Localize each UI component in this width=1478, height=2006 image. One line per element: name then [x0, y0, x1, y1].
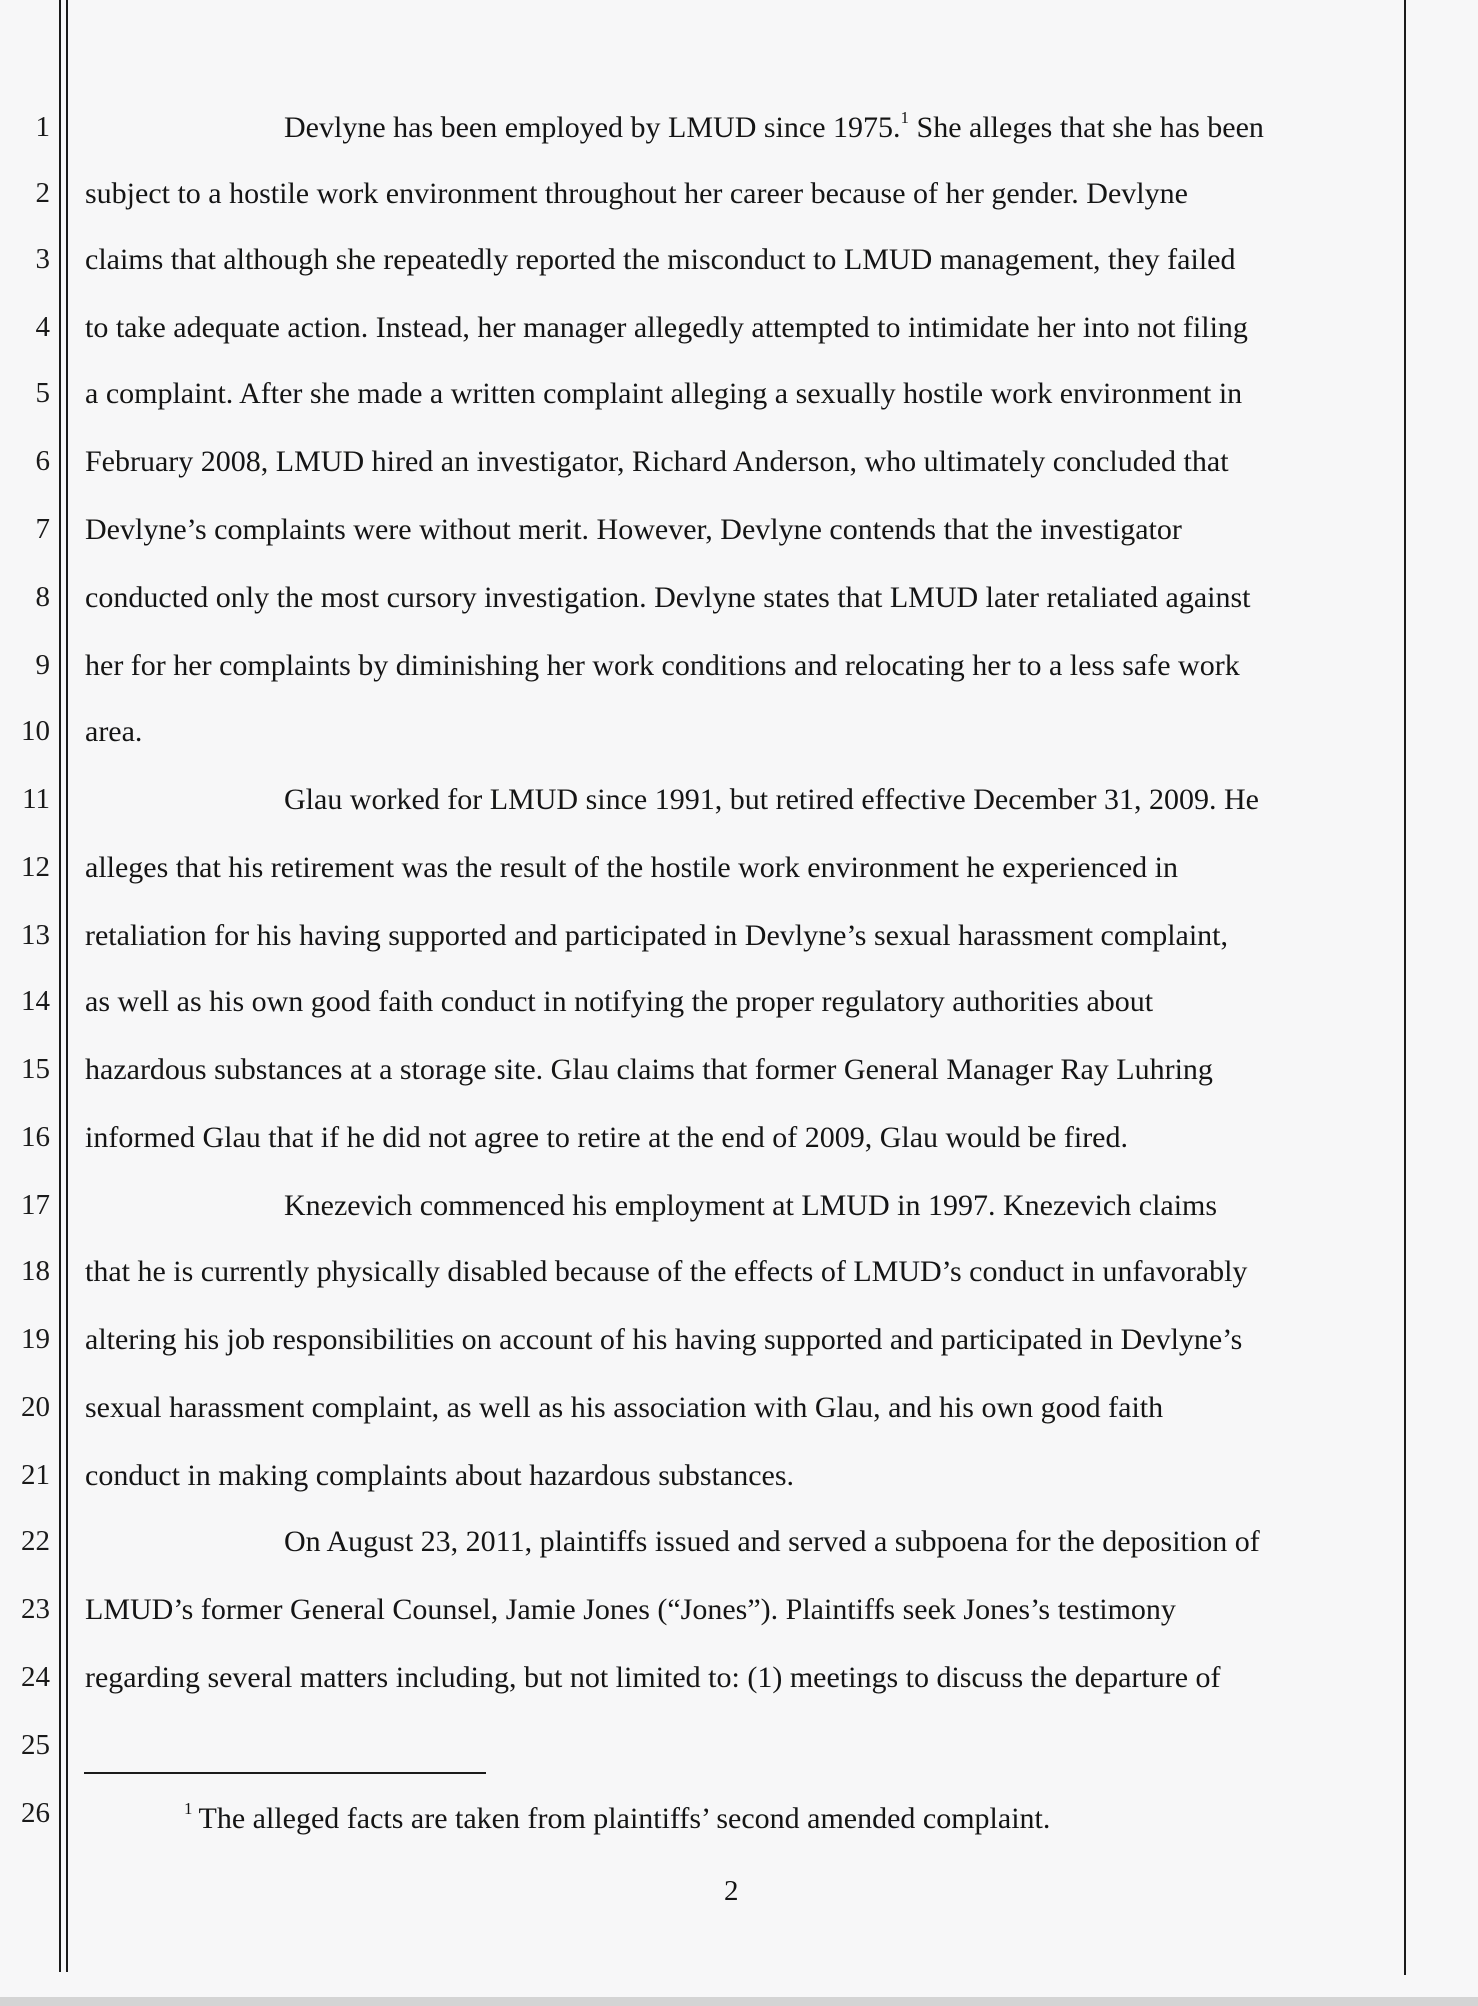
- text-line: sexual harassment complaint, as well as his association with Glau, and his own good faith: [85, 1391, 1164, 1424]
- footnote-separator: [84, 1772, 486, 1774]
- left-margin-rule-outer: [59, 0, 61, 1972]
- line-number: 25: [21, 1729, 50, 1761]
- footnote: [184, 1799, 1051, 1835]
- line-number: 8: [35, 581, 50, 613]
- line-number: 6: [35, 445, 50, 477]
- line-number: 1: [35, 111, 50, 143]
- line-number: 24: [21, 1661, 50, 1693]
- line-number: 17: [21, 1189, 50, 1221]
- line-number: 10: [21, 715, 50, 747]
- page-number: 2: [724, 1875, 739, 1907]
- right-margin-rule: [1404, 0, 1406, 1975]
- line-number: 22: [21, 1525, 50, 1557]
- text-line: her for her complaints by diminishing her work conditions and relocating her to a less safe work: [85, 649, 1240, 682]
- line-number: 26: [21, 1797, 50, 1829]
- text-line: Devlyne has been employed by LMUD since 1975.$^1$ She alleges that she has been: [284, 108, 1264, 144]
- text-line: area.: [85, 715, 143, 748]
- text-line: Glau worked for LMUD since 1991, but retired effective December 31, 2009. He: [284, 783, 1259, 816]
- text-line: as well as his own good faith conduct in notifying the proper regulatory authorities about: [85, 985, 1154, 1018]
- text-line: LMUD’s former General Counsel, Jamie Jones (“Jones”). Plaintiffs seek Jones’s testimony: [85, 1593, 1176, 1626]
- text-line: Knezevich commenced his employment at LMUD in 1997. Knezevich claims: [284, 1189, 1218, 1222]
- footnote-reference: 1: [900, 108, 910, 127]
- line-number: 16: [21, 1121, 50, 1153]
- text-line: regarding several matters including, but not limited to: (1) meetings to discuss the departure of: [85, 1661, 1221, 1694]
- footnote-text: The alleged facts are taken from plaintiffs’ second amended complaint.: [198, 1802, 1051, 1835]
- footnote-marker: 1: [184, 1799, 193, 1818]
- text-line: conducted only the most cursory investigation. Devlyne states that LMUD later retaliated against: [85, 581, 1251, 614]
- text-line: conduct in making complaints about hazardous substances.: [85, 1459, 794, 1492]
- line-number: 7: [35, 513, 50, 545]
- line-number: 13: [21, 919, 50, 951]
- line-number: 23: [21, 1593, 50, 1625]
- line-number: 19: [21, 1323, 50, 1355]
- line-number: 12: [21, 851, 50, 883]
- text-line: that he is currently physically disabled because of the effects of LMUD’s conduct in unfavorably: [85, 1255, 1248, 1288]
- text-line: hazardous substances at a storage site. Glau claims that former General Manager Ray Luhring: [85, 1053, 1213, 1086]
- text-line: subject to a hostile work environment throughout her career because of her gender. Devlyne: [85, 177, 1188, 210]
- text-line: altering his job responsibilities on account of his having supported and participated in Devlyne’s: [85, 1323, 1243, 1356]
- line-number: 20: [21, 1391, 50, 1423]
- scan-bottom-edge: [0, 1997, 1478, 2006]
- text-line: retaliation for his having supported and participated in Devlyne’s sexual harassment complaint,: [85, 919, 1229, 952]
- text-line: a complaint. After she made a written complaint alleging a sexually hostile work environment in: [85, 377, 1243, 410]
- text-line: to take adequate action. Instead, her manager allegedly attempted to intimidate her into not filing: [85, 311, 1248, 344]
- text-line: informed Glau that if he did not agree to retire at the end of 2009, Glau would be fired.: [85, 1121, 1128, 1154]
- line-number: 14: [21, 985, 50, 1017]
- line-number: 11: [22, 783, 50, 815]
- line-number: 5: [35, 377, 50, 409]
- line-number: 9: [35, 649, 50, 681]
- line-number: 18: [21, 1255, 50, 1287]
- left-margin-rule-inner: [66, 0, 68, 1972]
- text-line: February 2008, LMUD hired an investigator, Richard Anderson, who ultimately concluded that: [85, 445, 1229, 478]
- line-number: 15: [21, 1053, 50, 1085]
- text-line: Devlyne’s complaints were without merit. However, Devlyne contends that the investigator: [85, 513, 1182, 546]
- line-number: 4: [35, 311, 50, 343]
- line-number: 3: [35, 243, 50, 275]
- text-line: claims that although she repeatedly reported the misconduct to LMUD management, they failed: [85, 243, 1236, 276]
- line-number: 21: [21, 1459, 50, 1491]
- line-number: 2: [35, 177, 50, 209]
- text-line: alleges that his retirement was the result of the hostile work environment he experienced in: [85, 851, 1178, 884]
- text-line: On August 23, 2011, plaintiffs issued and served a subpoena for the deposition of: [284, 1525, 1260, 1558]
